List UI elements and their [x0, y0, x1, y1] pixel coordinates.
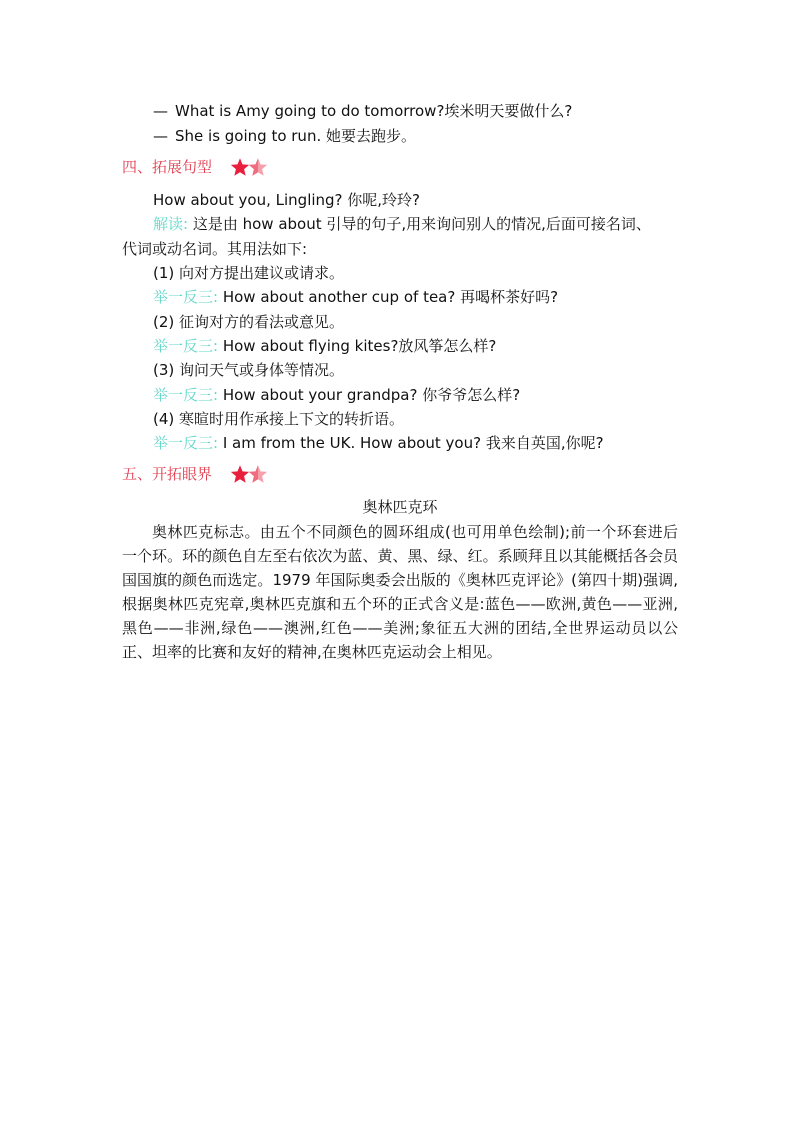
- explain-text: 这是由 how about 引导的句子,用来询问别人的情况,后面可接名词、: [188, 215, 651, 233]
- example-label: 举一反三:: [153, 288, 219, 306]
- star-light-icon: [248, 464, 268, 484]
- explain-line-2: 代词或动名词。其用法如下:: [122, 240, 308, 258]
- difficulty-stars: [230, 157, 268, 177]
- usage-3: (3) 询问天气或身体等情况。: [153, 361, 345, 379]
- dialog-text: What is Amy going to do tomorrow?埃米明天要做什么?: [175, 102, 573, 120]
- example-text: How about flying kites?放风筝怎么样?: [218, 337, 497, 355]
- article-body: 奥林匹克标志。由五个不同颜色的圆环组成(也可用单色绘制);前一个环套进后一个环。环的颜色自左至右依次为蓝、黄、黑、绿、红。系顾拜且以其能概括各会员国国旗的颜色而选定。1979 年国际奥委会出版的《奥林匹克评论》(第四十期)强调,根据奥林匹克宪章,奥林匹克旗和五个环的正式含义是:蓝色——欧洲,黄色——亚洲,黑色——非洲,绿色——澳洲,红色——美洲;象征五大洲的团结,全世界运动员以公正、坦率的比赛和友好的精神,在奥林匹克运动会上相见。: [122, 523, 678, 661]
- section-4-question: How about you, Lingling? 你呢,玲玲?: [153, 191, 421, 209]
- section-4-title: 四、拓展句型: [122, 158, 213, 176]
- usage-1: (1) 向对方提出建议或请求。: [153, 264, 345, 282]
- section-5-heading: [122, 463, 268, 485]
- difficulty-stars: [230, 464, 268, 484]
- example-label: 举一反三:: [153, 386, 219, 404]
- example-label: 举一反三:: [153, 337, 219, 355]
- usage-4: (4) 寒暄时用作承接上下文的转折语。: [153, 410, 405, 428]
- star-full-icon: [230, 464, 250, 484]
- example-4: [153, 432, 604, 454]
- example-1: [153, 286, 558, 308]
- explain-line-1: [153, 213, 651, 235]
- dialog-line-2: [153, 125, 416, 147]
- example-3: [153, 384, 520, 406]
- dialog-text: She is going to run. 她要去跑步。: [175, 127, 416, 145]
- explain-label: 解读:: [153, 215, 189, 233]
- example-label: 举一反三:: [153, 434, 219, 452]
- example-2: [153, 335, 496, 357]
- example-text: I am from the UK. How about you? 我来自英国,你呢?: [218, 434, 604, 452]
- dialog-dash: —: [153, 102, 168, 120]
- star-full-icon: [230, 157, 250, 177]
- star-light-icon: [248, 157, 268, 177]
- section-5-title: 五、开拓眼界: [122, 465, 213, 483]
- dialog-dash: —: [153, 127, 168, 145]
- section-4-heading: [122, 156, 268, 178]
- article-title: 奥林匹克环: [362, 498, 438, 516]
- dialog-line-1: [153, 100, 572, 122]
- example-text: How about another cup of tea? 再喝杯茶好吗?: [218, 288, 559, 306]
- example-text: How about your grandpa? 你爷爷怎么样?: [218, 386, 521, 404]
- usage-2: (2) 征询对方的看法或意见。: [153, 313, 345, 331]
